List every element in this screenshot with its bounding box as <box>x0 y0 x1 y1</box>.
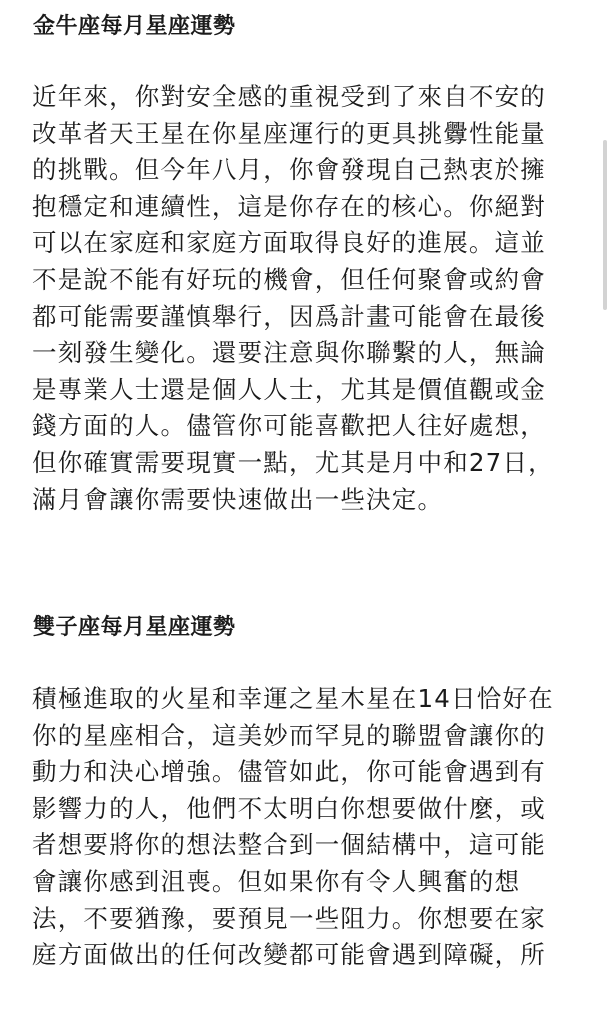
text-line: 會讓你感到沮喪。但如果你有令人興奮的想 <box>32 866 521 896</box>
text-line: 滿月會讓你需要快速做出一些決定。 <box>32 484 444 514</box>
text-line: 的挑戰。但今年八月，你會發現自己熱衷於擁 <box>32 155 546 185</box>
text-line: 庭方面做出的任何改變都可能會遇到障礙，所 <box>32 940 546 970</box>
text-line: 可以在家庭和家庭方面取得良好的進展。這並 <box>32 228 546 258</box>
scrollbar[interactable] <box>603 140 607 310</box>
text-line: 者想要將你的想法整合到一個結構中，這可能 <box>32 830 546 860</box>
text-line: 積極進取的火星和幸運之星木星在14日恰好在 <box>32 684 554 713</box>
text-line: 但你確實需要現實一點，尤其是月中和27日， <box>32 447 554 477</box>
text-line: 你的星座相合，這美妙而罕見的聯盟會讓你的 <box>32 720 546 750</box>
paragraph-gemini <box>32 681 592 974</box>
text-line: 是專業人士還是個人人士，尤其是價值觀或金 <box>32 374 546 404</box>
section-title-gemini: 雙子座每月星座運勢 <box>33 615 236 640</box>
section-title-taurus: 金牛座每月星座運勢 <box>33 14 236 39</box>
text-line: 不是說不能有好玩的機會，但任何聚會或約會 <box>32 264 546 294</box>
text-line: 法，不要猶豫，要預見一些阻力。你想要在家 <box>32 903 546 933</box>
text-line: 影響力的人，他們不太明白你想要做什麼，或 <box>32 793 546 823</box>
text-line: 一刻發生變化。還要注意與你聯繫的人，無論 <box>32 338 546 368</box>
text-line: 改革者天王星在你星座運行的更具挑釁性能量 <box>32 118 546 148</box>
paragraph-taurus <box>32 79 592 518</box>
text-line: 都可能需要謹慎舉行，因爲計畫可能會在最後 <box>32 301 546 331</box>
text-line: 近年來，你對安全感的重視受到了來自不安的 <box>32 82 546 111</box>
text-line: 動力和決心增強。儘管如此，你可能會遇到有 <box>32 757 546 787</box>
text-line: 抱穩定和連續性，這是你存在的核心。你絕對 <box>32 191 546 221</box>
text-line: 錢方面的人。儘管你可能喜歡把人往好處想， <box>32 411 546 441</box>
